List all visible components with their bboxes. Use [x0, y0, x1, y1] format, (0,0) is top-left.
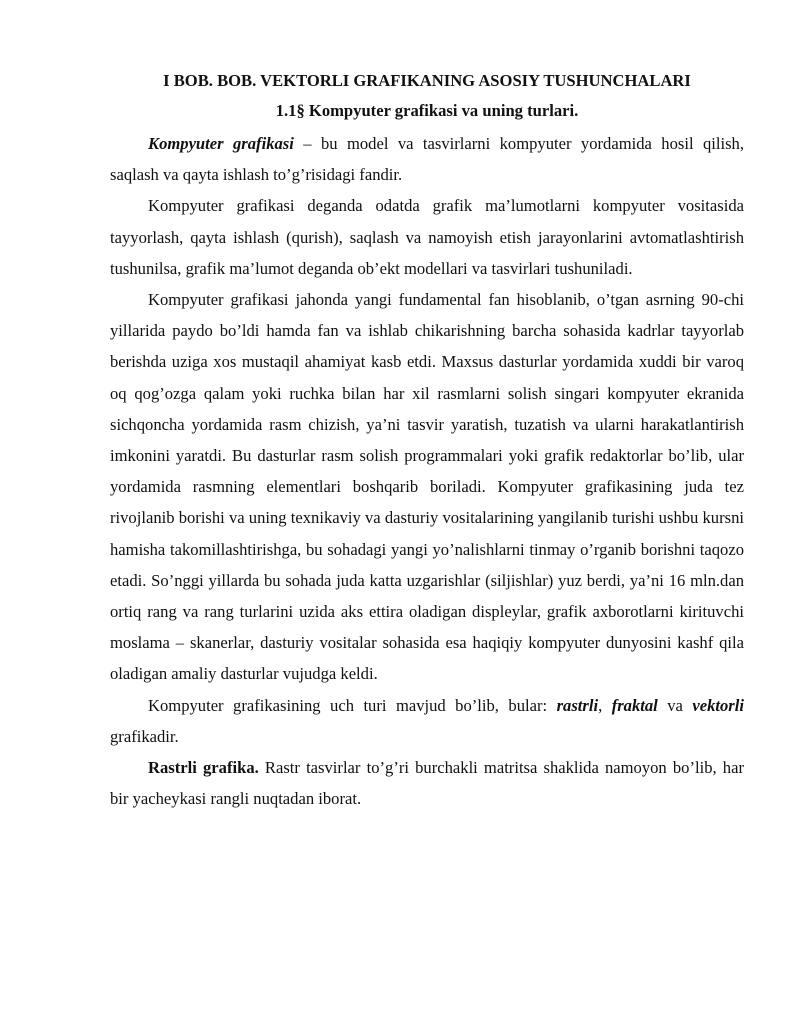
types-conjunction: va [657, 695, 693, 715]
chapter-title: I BOB. BOB. VEKTORLI GRAFIKANING ASOSIY TUSHUNCHALARI [163, 71, 691, 90]
paragraph-meaning: Kompyuter grafikasi deganda odatda grafik ma’lumotlarni kompyuter vositasida tayyorlash, qayta ishlash (qurish), saqlash va namoyish etish jarayonlarini avtomatlashtirish tushunilsa, grafik ma’lumot deganda ob’ekt modellari va tasvirlari tushuniladi. [110, 196, 744, 278]
paragraph-history: Kompyuter grafikasi jahonda yangi fundamental fan hisoblanib, o’tgan asrning 90-chi yillarida paydo bo’ldi hamda fan va ishlab chikarishning barcha sohasida kadrlar tayyorlab berishda uziga xos mustaqil ahamiyat kasb etdi. Maxsus dasturlar yordamida xuddi bir varoq oq qog’ozga qalam yoki ruchka bilan har xil rasmlarni solish singari kompyuter ekranida sichqoncha yordamida rasm chizish, ya’ni tasvir yaratish, tuzatish va ularni harakatlantirish imkonini yaratdi. Bu dasturlar rasm solish programmalari yoki grafik redaktorlar bo’lib, ular yordamida rasmning elementlari boshqarib boriladi. Kompyuter grafikasining juda tez rivojlanib borishi va uning texnikaviy va dasturiy vositalarining yangilanib turishi ushbu kursni hamisha takomillashtirishga, bu sohadagi yangi yo’nalishlarni tinmay o’rganib borishni taqozo etadi. So’nggi yillarda bu sohada juda katta uzgarishlar (siljishlar) yuz berdi, ya’ni 16 mln.dan ortiq rang va rang turlarini uzida aks ettira oladigan displeylar, grafik axborotlarni kirituvchi moslama – skanerlar, dasturiy vositalar sohasida esa haqiqiy kompyuter dunyosini kashf qila oladigan amaliy dasturlar vujudga keldi. [110, 290, 744, 684]
types-tail-text: grafikadir. [110, 726, 179, 746]
document-page [110, 66, 744, 814]
paragraph-raster [110, 752, 744, 814]
paragraph-definition [110, 128, 744, 190]
types-separator: , [598, 695, 612, 715]
definition-text: – bu model va tasvirlarni kompyuter yordamida hosil qilish, saqlash va qayta ishlash to’g’risidagi fandir. [110, 134, 745, 185]
term-kompyuter-grafikasi: Kompyuter grafikasi [148, 134, 294, 153]
section-title: 1.1§ Kompyuter grafikasi va uning turlari. [275, 101, 579, 120]
term-rastrli: rastrli [556, 695, 599, 715]
term-vektorli: vektorli [692, 695, 744, 715]
types-lead-text: Kompyuter grafikasining uch turi mavjud bo’lib, bular: [148, 695, 557, 715]
term-rastrli-grafika: Rastrli grafika. [148, 758, 259, 778]
raster-text: Rastr tasvirlar to’g’ri burchakli matritsa shaklida namoyon bo’lib, har bir yacheykasi rangli nuqtadan iborat. [110, 758, 744, 809]
term-fraktal: fraktal [611, 695, 658, 715]
paragraph-types [110, 690, 744, 752]
